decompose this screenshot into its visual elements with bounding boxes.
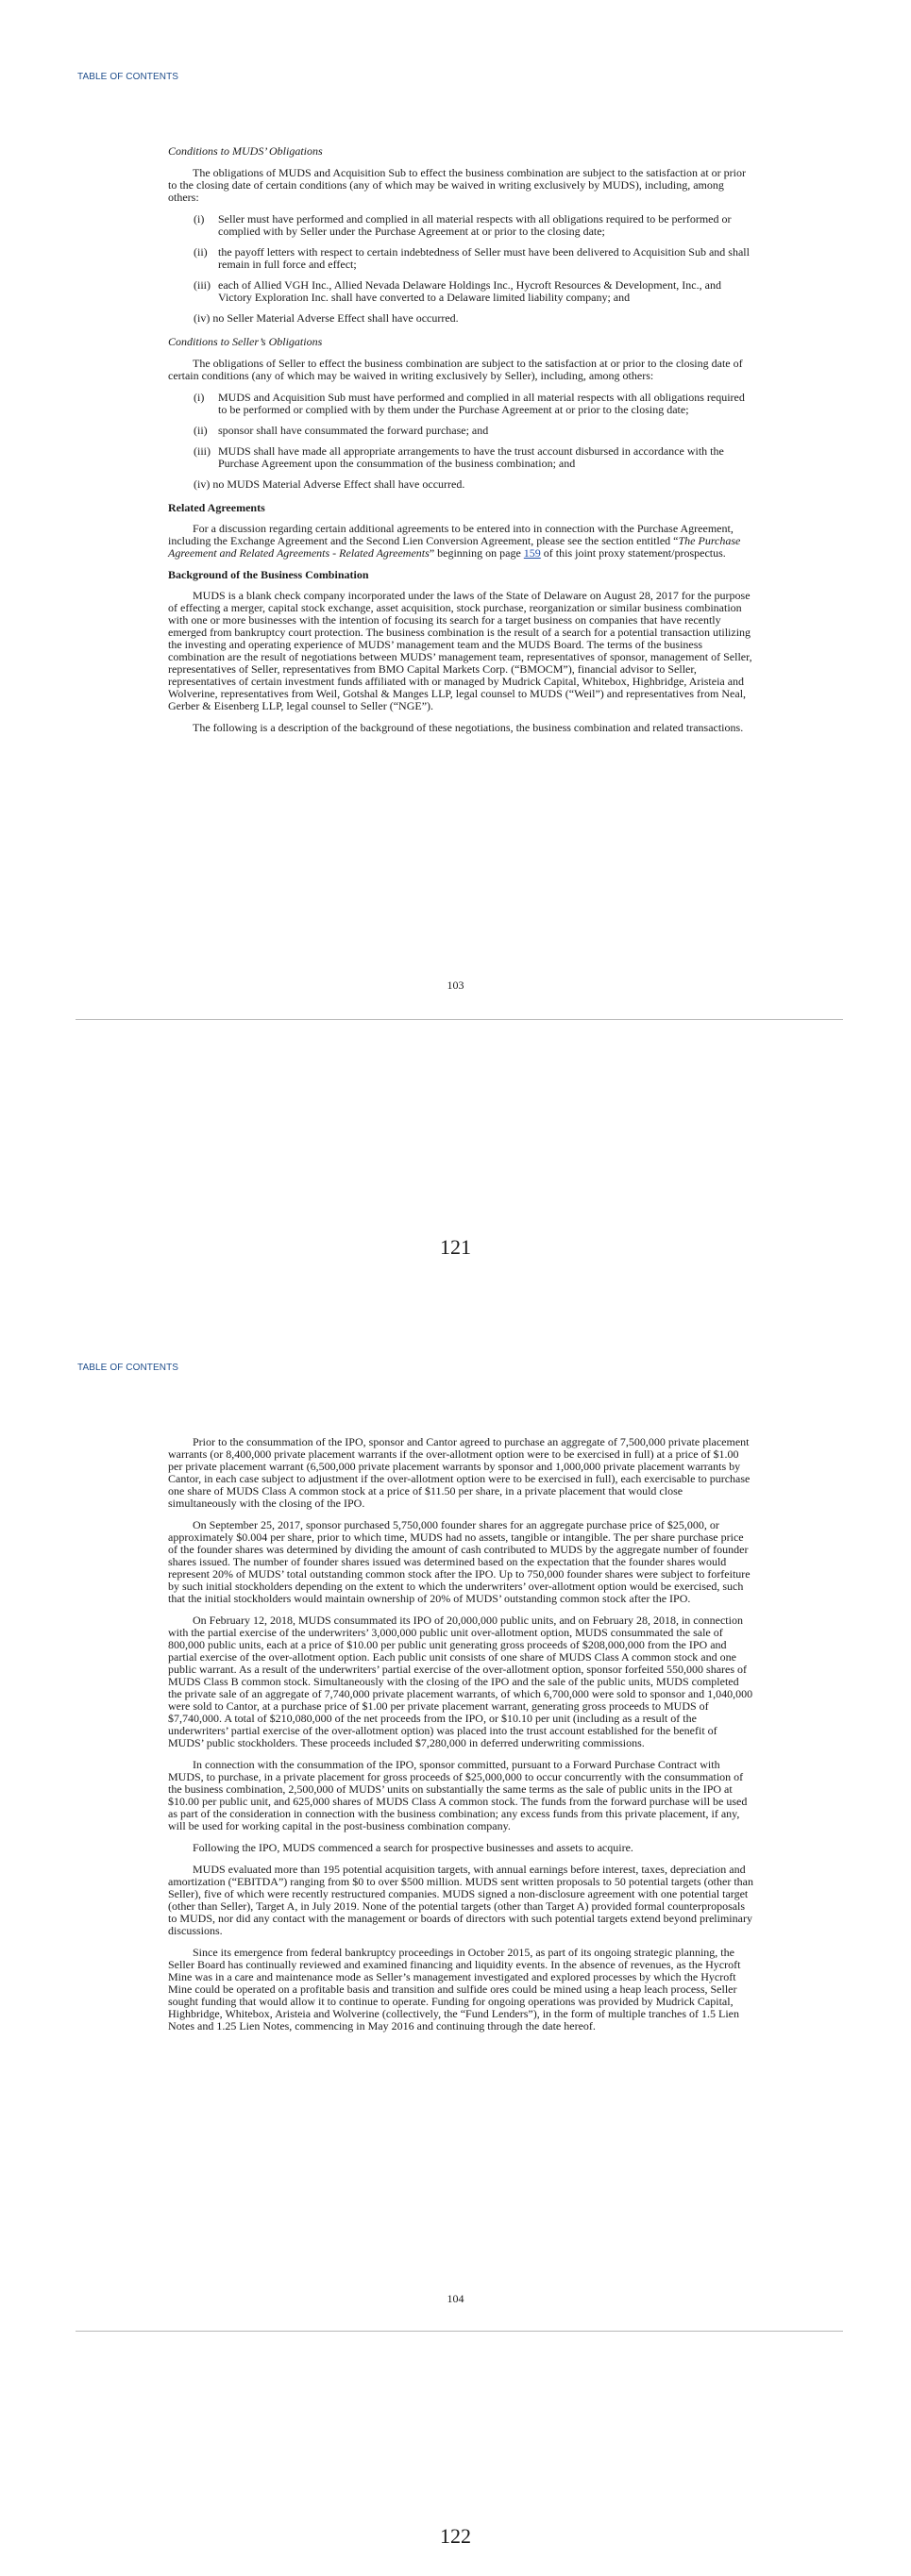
text-run: For a discussion regarding certain additional agreements to be entered into in connection with the Purchase Agreement, including the Exchange Agreement and the Second Lien Conversion Agreement, please see the section entitled “ bbox=[168, 522, 734, 547]
background-paragraph: MUDS is a blank check company incorporated under the laws of the State of Delaware on August 28, 2017 for the purpose of effecting a merger, capital stock exchange, asset acquisition, stock purchase, reorganization or similar business combination with one or more businesses with the intention of focusing its search for a target business on companies that have recently emerged from bankruptcy court protection. The business combination is the result of a search for a potential transaction utilizing the investing and operating experience of MUDS’ management team and the MUDS Board. The terms of the business combination are the result of negotiations between MUDS’ management team, representatives of sponsor, management of Seller, representatives of Seller, representatives from BMO Capital Markets Corp. (“BMOCM”), financial advisor to Seller, representatives of certain investment funds affiliated with or managed by Mudrick Capital, Whitebox, Highbridge, Aristeia and Wolverine, representatives from Weil, Gotshal & Manges LLP, legal counsel to MUDS (“Weil”) and representatives from Neal, Gerber & Eisenberg LLP, legal counsel to Seller (“NGE”). bbox=[168, 589, 752, 712]
text-run: of this joint proxy statement/prospectus. bbox=[540, 546, 726, 560]
list-item bbox=[168, 246, 753, 271]
related-agreements-paragraph bbox=[168, 523, 753, 560]
list-number: (ii) bbox=[194, 424, 208, 437]
background-paragraph: The following is a description of the background of these negotiations, the business combination and related transactions. bbox=[193, 721, 744, 734]
list-number: (iii) bbox=[194, 444, 211, 458]
list-number: (iii) bbox=[194, 278, 211, 292]
body-paragraph: On February 12, 2018, MUDS consummated its IPO of 20,000,000 public units, and on February 28, 2018, in connection with the partial exercise of the underwriters’ 3,000,000 public unit over-allotment option, MUDS consummated the sale of 800,000 public units, each at a price of $10.00 per public unit generating gross proceeds of $208,000,000 from the IPO and partial exercise of the over-allotment option. Each public unit consists of one share of MUDS Class A common stock and one public warrant. As a result of the underwriters’ partial exercise of the over-allotment option, sponsor forfeited 550,000 shares of MUDS Class B common stock. Simultaneously with the closing of the IPO and the sale of the public units, MUDS completed the private sale of an aggregate of 7,740,000 private placement warrants, of which 6,700,000 were sold to sponsor and 1,040,000 were sold to Cantor, at a purchase price of $1.00 per private placement warrant, generating gross proceeds to MUDS of $7,740,000. A total of $210,080,000 of the net proceeds from the IPO, or $10.10 per unit (including as a result of the underwriters’ partial exercise of the over-allotment option) was placed into the trust account established for the benefit of MUDS’ public stockholders. These proceeds included $7,280,000 in deferred underwriting commissions. bbox=[168, 1614, 753, 1749]
body-paragraph: Following the IPO, MUDS commenced a search for prospective businesses and assets to acquire. bbox=[193, 1841, 633, 1854]
page-number: 103 bbox=[447, 979, 464, 992]
related-agreements-heading: Related Agreements bbox=[168, 501, 265, 514]
list-number: (i) bbox=[194, 212, 205, 226]
body-paragraph: Since its emergence from federal bankruptcy proceedings in October 2015, as part of its ongoing strategic planning, the Seller Board has continually reviewed and examined financing and liquidity events. In the absence of revenues, as the Hycroft Mine was in a care and maintenance mode as Seller’s management investigated and explored processes by which the Hycroft Mine could be operated on a profitable basis and transition and sulfide ores could be mined using a heap leach process, Seller sought funding that would allow it to continue to operate. Funding for ongoing operations was provided by Mudrick Capital, Highbridge, Whitebox, Aristeia and Wolverine (collectively, the “Fund Lenders”), in the form of multiple tranches of 1.5 Lien Notes and 1.25 Lien Notes, commencing in May 2016 and continuing through the date hereof. bbox=[168, 1946, 741, 2032]
list-item-text: MUDS and Acquisition Sub must have performed and complied in all material respects with all obligations required to be performed or complied with by them under the Purchase Agreement at or prior to the closing date; bbox=[218, 391, 745, 416]
list-item-text: MUDS shall have made all appropriate arrangements to have the trust account disbursed in accordance with the Purchase Agreement upon the consummation of the business combination; and bbox=[218, 444, 724, 470]
seller-obligations-heading: Conditions to Seller’s Obligations bbox=[168, 335, 323, 348]
pdf-page-number: 121 bbox=[440, 1235, 471, 1259]
list-item-text: Seller must have performed and complied in all material respects with all obligations required to be performed or complied with by Seller under the Purchase Agreement at or prior to the closing date; bbox=[218, 212, 732, 238]
background-heading: Background of the Business Combination bbox=[168, 568, 369, 581]
body-paragraph: MUDS evaluated more than 195 potential acquisition targets, with annual earnings before interest, taxes, depreciation and amortization (“EBITDA”) ranging from $0 to over $500 million. MUDS sent written proposals to 50 potential targets (other than Seller), five of which were recently restructured companies. MUDS signed a non-disclosure agreement with one potential target (other than Seller), Target A, in July 2019. None of the potential targets (other than Target A) provided formal counterproposals to MUDS, nor did any contact with the management or boards of directors with such potential targets extend beyond preliminary discussions. bbox=[168, 1863, 753, 1937]
table-of-contents-link[interactable]: TABLE OF CONTENTS bbox=[77, 1363, 179, 1373]
page-159-link[interactable]: 159 bbox=[523, 546, 541, 560]
muds-obligations-heading: Conditions to MUDS’ Obligations bbox=[168, 144, 323, 158]
page-divider bbox=[76, 2331, 843, 2332]
muds-obligations-intro: The obligations of MUDS and Acquisition Sub to effect the business combination are subject to the satisfaction at or prior to the closing date of certain conditions (any of which may be waived in writing exclusively by MUDS), including, among others: bbox=[168, 166, 747, 204]
page-divider bbox=[76, 1019, 843, 1020]
body-paragraph: On September 25, 2017, sponsor purchased 5,750,000 founder shares for an aggregate purchase price of $25,000, or approximately $0.004 per share, prior to which time, MUDS had no assets, tangible or intangible. The per share purchase price of the founder shares was determined by dividing the amount of cash contributed to MUDS by the aggregate number of founder shares issued. The number of founder shares issued was determined based on the expectation that the founder shares would represent 20% of MUDS’ total outstanding common stock after the IPO. Up to 750,000 founder shares were subject to forfeiture by such initial stockholders depending on the extent to which the underwriters’ over-allotment option would be exercised, such that the initial stockholders would maintain ownership of 20% of MUDS’ outstanding common stock after the IPO. bbox=[168, 1518, 751, 1605]
list-item bbox=[168, 392, 753, 416]
list-item bbox=[168, 279, 753, 304]
page-number: 104 bbox=[447, 2292, 464, 2305]
list-item: (iv) no Seller Material Adverse Effect shall have occurred. bbox=[194, 311, 459, 325]
list-item bbox=[168, 425, 753, 437]
section-title-reference: The Purchase Agreement and Related Agreements - Related Agreements bbox=[168, 534, 741, 560]
list-item bbox=[168, 445, 753, 470]
pdf-page-number: 122 bbox=[440, 2524, 471, 2548]
body-paragraph: In connection with the consummation of the IPO, sponsor committed, pursuant to a Forward Purchase Contract with MUDS, to purchase, in a private placement for gross proceeds of $25,000,000 to occur concurrently with the consummation of the business combination, 2,500,000 of MUDS’ units on substantially the same terms as the sale of public units in the IPO at $10.00 per public unit, and 625,000 shares of MUDS Class A common stock. The funds from the forward purchase will be used as part of the consideration in connection with the business combination; any excess funds from this private placement, if any, will be used for working capital in the post-business combination company. bbox=[168, 1758, 748, 1832]
list-number: (i) bbox=[194, 391, 205, 404]
list-item bbox=[168, 213, 753, 238]
text-run: ” beginning on page bbox=[429, 546, 524, 560]
document-page-103 bbox=[168, 145, 753, 744]
document-page-104 bbox=[168, 1436, 753, 2042]
list-item-text: sponsor shall have consummated the forward purchase; and bbox=[218, 424, 489, 437]
seller-obligations-intro: The obligations of Seller to effect the business combination are subject to the satisfaction at or prior to the closing date of certain conditions (any of which may be waived in writing exclusively by Seller), including, among others: bbox=[168, 357, 743, 382]
list-item-text: the payoff letters with respect to certain indebtedness of Seller must have been delivered to Acquisition Sub and shall remain in full force and effect; bbox=[218, 245, 750, 271]
list-number: (ii) bbox=[194, 245, 208, 259]
list-item: (iv) no MUDS Material Adverse Effect shall have occurred. bbox=[194, 477, 465, 491]
table-of-contents-link[interactable]: TABLE OF CONTENTS bbox=[77, 72, 179, 82]
list-item-text: each of Allied VGH Inc., Allied Nevada Delaware Holdings Inc., Hycroft Resources & Development, Inc., and Victory Exploration Inc. shall have converted to a Delaware limited liability company; and bbox=[218, 278, 721, 304]
body-paragraph: Prior to the consummation of the IPO, sponsor and Cantor agreed to purchase an aggregate of 7,500,000 private placement warrants (or 8,400,000 private placement warrants if the over-allotment option were to be exercised in full) at a price of $1.00 per private placement warrant (6,500,000 private placement warrants by sponsor and 1,000,000 private placement warrants by Cantor, in each case subject to adjustment if the over-allotment option were to be exercised in full), each exercisable to purchase one share of MUDS Class A common stock at a price of $11.50 per share, in a private placement that would close simultaneously with the closing of the IPO. bbox=[168, 1435, 751, 1510]
